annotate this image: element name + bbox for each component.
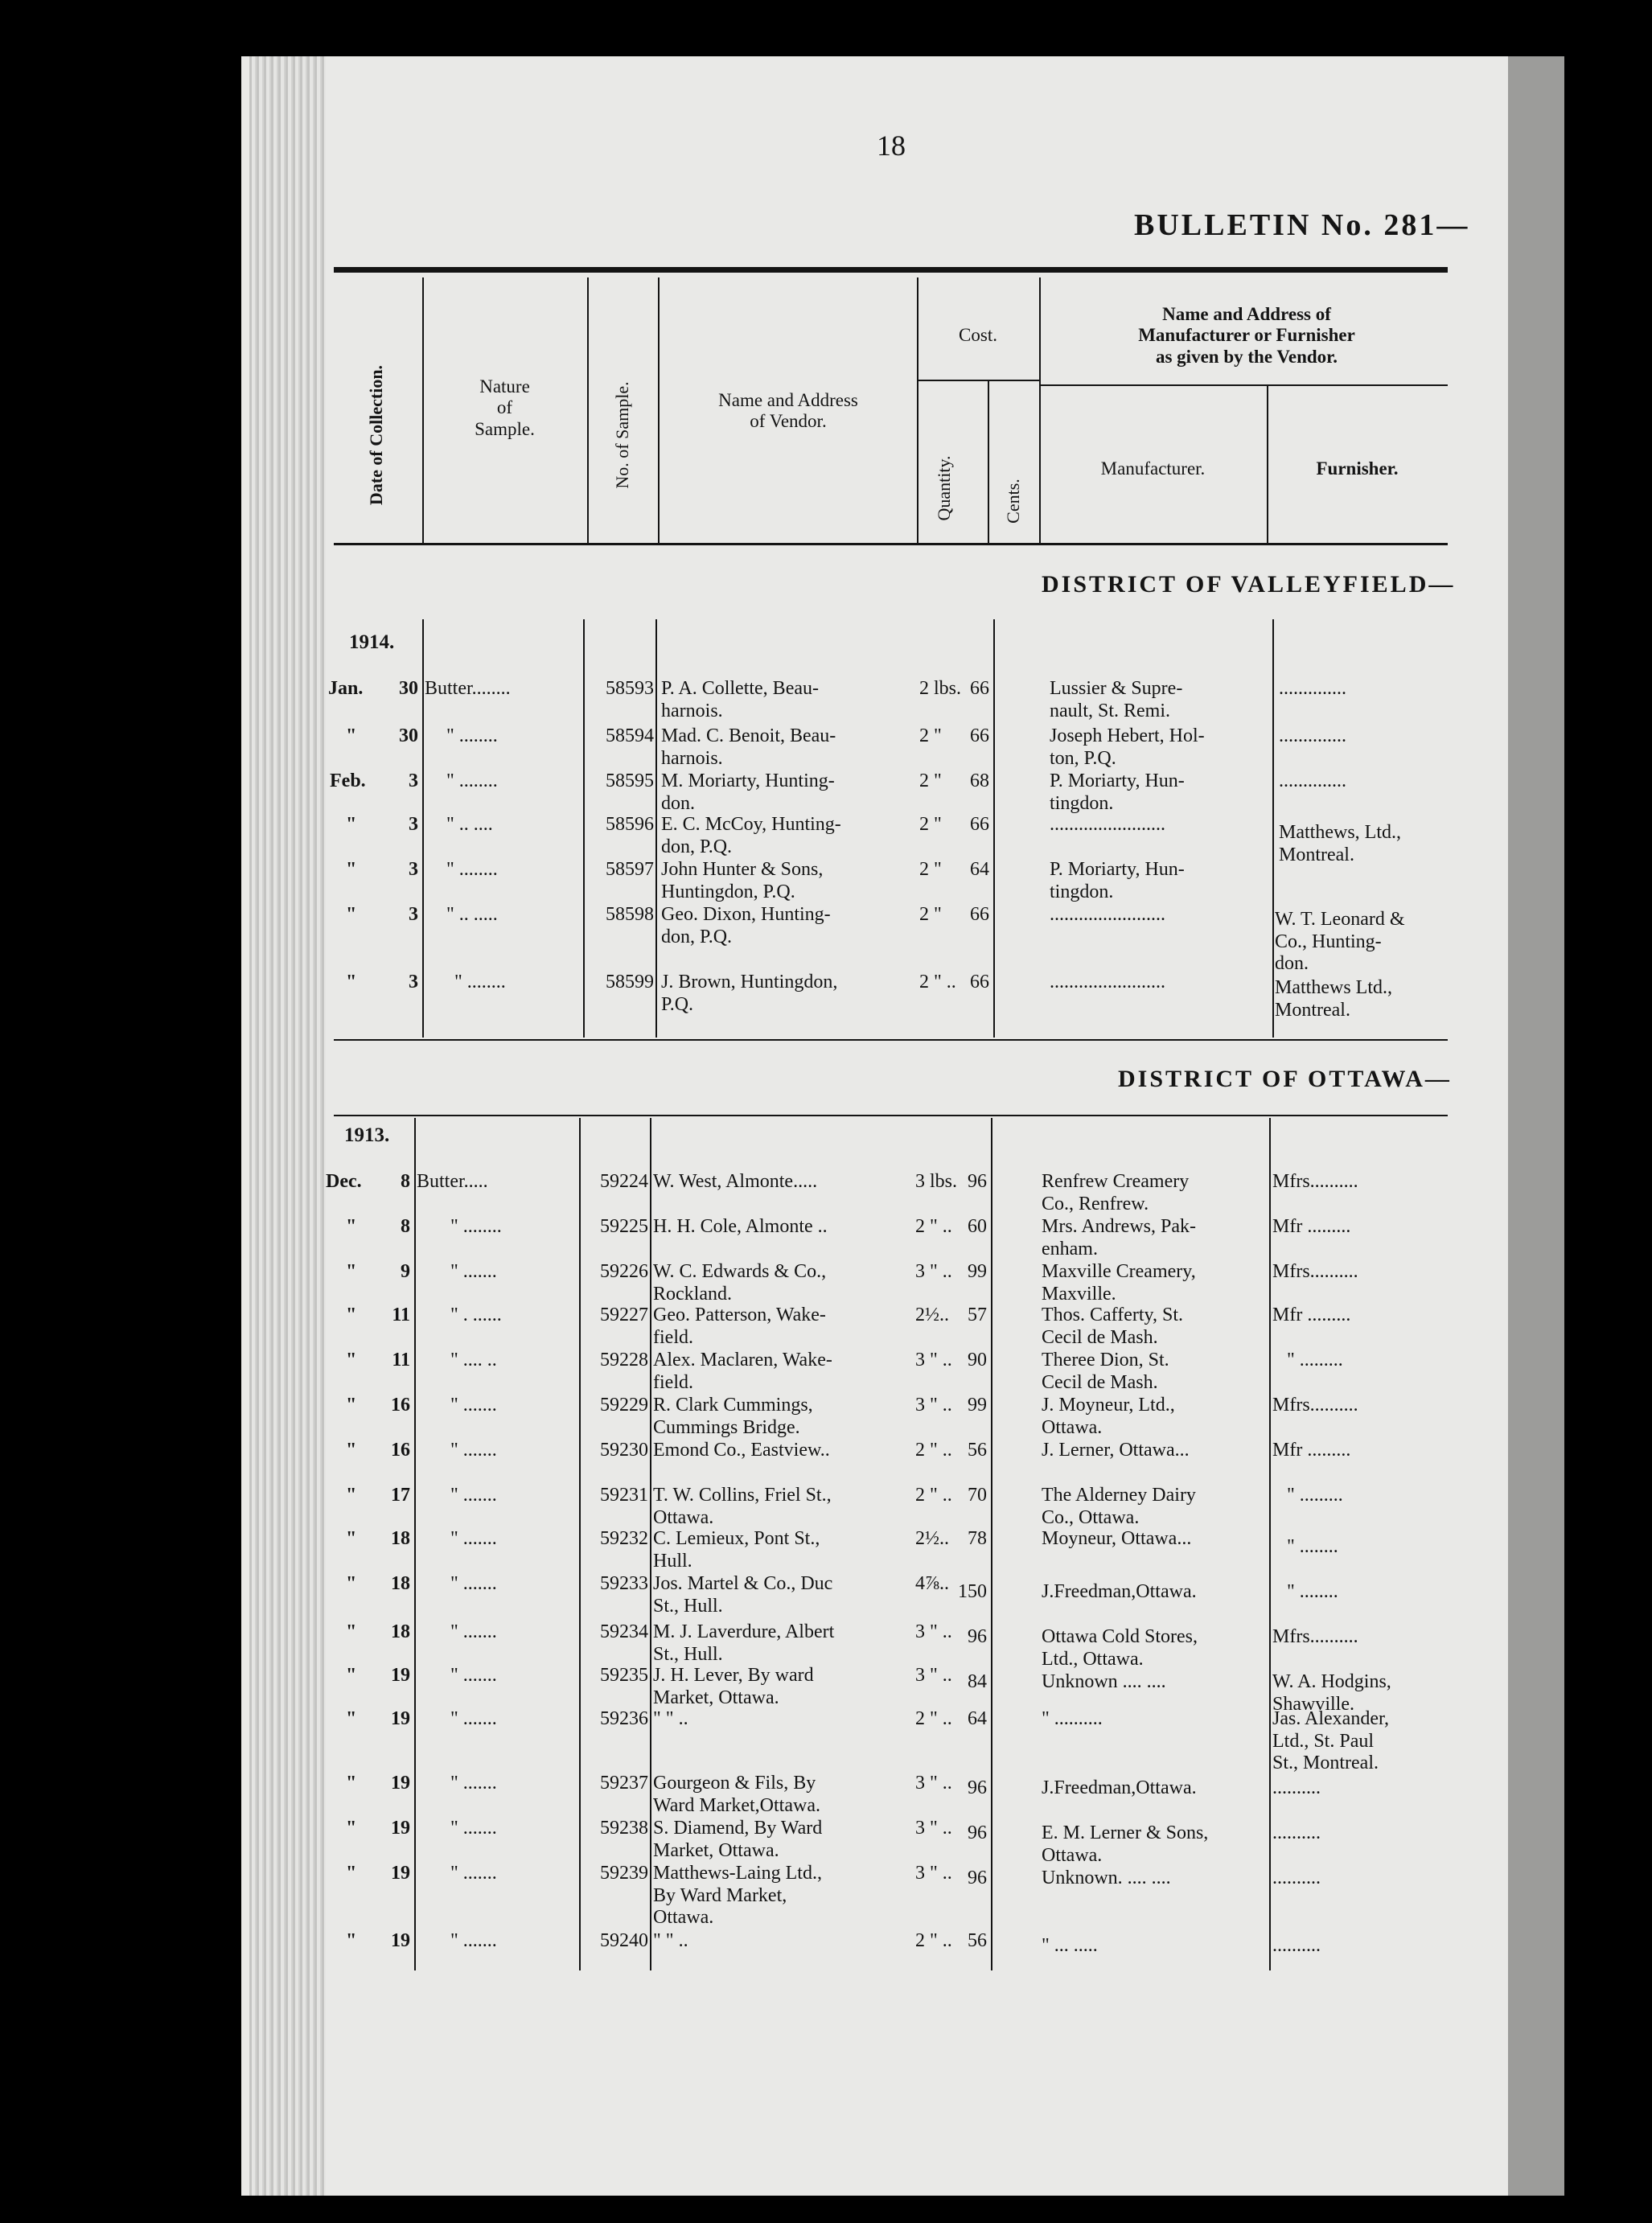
cell-day: 19 [391, 1665, 410, 1686]
cell-quantity: 2 " [919, 770, 942, 791]
cell-cents: 56 [968, 1930, 987, 1951]
cell-manufacturer: J.Freedman,Ottawa. [1042, 1777, 1197, 1798]
cell-furnisher: .............. [1279, 770, 1346, 791]
cell-month: " [346, 1708, 357, 1729]
cell-day: 11 [392, 1350, 410, 1370]
cell-vendor: W. C. Edwards & Co., Rockland. [653, 1261, 827, 1305]
cell-quantity: 3 " .. [915, 1261, 952, 1282]
cell-month: " [346, 1528, 357, 1549]
cell-furnisher: Mfr ......... [1272, 1305, 1351, 1325]
column-divider [655, 619, 657, 1038]
cell-nature: " ....... [450, 1261, 497, 1282]
cell-vendor: Geo. Dixon, Hunting- don, P.Q. [661, 904, 831, 947]
cell-manufacturer: Lussier & Supre- nault, St. Remi. [1050, 678, 1183, 721]
cell-furnisher: Matthews Ltd., Montreal. [1275, 977, 1392, 1021]
table-top-rule [334, 267, 1448, 273]
cell-vendor: John Hunter & Sons, Huntingdon, P.Q. [661, 859, 824, 902]
cell-month: Dec. [326, 1171, 362, 1192]
cell-nature: " ....... [450, 1395, 497, 1416]
column-divider [993, 619, 995, 1038]
cell-quantity: 2 " .. [915, 1485, 952, 1506]
cell-vendor: M. Moriarty, Hunting- don. [661, 770, 835, 814]
cell-sample-no: 59224 [600, 1171, 648, 1192]
cell-nature: " ....... [450, 1665, 497, 1686]
cell-quantity: 2 " .. [915, 1440, 952, 1461]
column-divider [658, 277, 660, 543]
header-furnisher: Furnisher. [1316, 458, 1399, 479]
cell-manufacturer: J. Lerner, Ottawa... [1042, 1440, 1190, 1461]
cell-day: 19 [391, 1708, 410, 1729]
cell-manufacturer: Mrs. Andrews, Pak- enham. [1042, 1216, 1196, 1259]
cell-month: " [346, 1818, 357, 1839]
cell-furnisher: " ........ [1287, 1581, 1338, 1602]
cell-month: " [346, 1485, 357, 1506]
header-vendor: Name and Address of Vendor. [718, 390, 858, 432]
cell-nature: " ....... [450, 1863, 497, 1884]
cell-day: 17 [391, 1485, 410, 1506]
cell-month: " [346, 725, 357, 746]
cell-month: " [346, 1261, 357, 1282]
cell-sample-no: 59225 [600, 1216, 648, 1237]
column-divider [1039, 277, 1041, 543]
cell-furnisher: .......... [1272, 1868, 1321, 1888]
cell-month: " [346, 1216, 357, 1237]
cell-vendor: S. Diamend, By Ward Market, Ottawa. [653, 1818, 823, 1861]
cell-quantity: 3 " .. [915, 1395, 952, 1416]
page-number: 18 [877, 129, 906, 162]
cell-manufacturer: " ... ..... [1042, 1935, 1098, 1956]
cell-manufacturer: Joseph Hebert, Hol- ton, P.Q. [1050, 725, 1205, 769]
cell-nature: " ....... [450, 1773, 497, 1794]
header-cost: Cost. [959, 325, 997, 345]
cell-manufacturer: Maxville Creamery, Maxville. [1042, 1261, 1196, 1305]
cell-nature: " ....... [450, 1528, 497, 1549]
cell-sample-no: 58597 [606, 859, 654, 880]
cell-quantity: 2 " [919, 859, 942, 880]
cell-vendor: C. Lemieux, Pont St., Hull. [653, 1528, 820, 1572]
cell-vendor: E. C. McCoy, Hunting- don, P.Q. [661, 814, 841, 857]
cell-sample-no: 59236 [600, 1708, 648, 1729]
page-right-shadow [1508, 56, 1564, 2196]
cell-nature: " ........ [450, 1216, 502, 1237]
cell-manufacturer: ........................ [1050, 904, 1165, 925]
cell-nature: " .. .... [446, 814, 493, 835]
cell-furnisher: .............. [1279, 678, 1346, 699]
cell-quantity: 3 " .. [915, 1818, 952, 1839]
cell-month: " [346, 1395, 357, 1416]
cell-day: 19 [391, 1818, 410, 1839]
cell-day: 8 [401, 1216, 410, 1237]
column-divider [422, 277, 424, 543]
cell-manufacturer: " .......... [1042, 1708, 1103, 1729]
cell-cents: 150 [958, 1581, 987, 1602]
cell-manufacturer: J.Freedman,Ottawa. [1042, 1581, 1197, 1602]
cell-nature: " .. ..... [446, 904, 498, 925]
cell-vendor: Geo. Patterson, Wake- field. [653, 1305, 826, 1348]
cell-manufacturer: E. M. Lerner & Sons, Ottawa. [1042, 1822, 1209, 1866]
cell-nature: Butter........ [425, 678, 511, 699]
cell-quantity: 3 " .. [915, 1665, 952, 1686]
cell-vendor: Gourgeon & Fils, By Ward Market,Ottawa. [653, 1773, 820, 1816]
cell-vendor: T. W. Collins, Friel St., Ottawa. [653, 1485, 832, 1528]
year-label: 1913. [344, 1124, 390, 1146]
cell-furnisher: Mfrs.......... [1272, 1171, 1358, 1192]
cell-day: 30 [399, 678, 418, 699]
cell-cents: 66 [970, 678, 989, 699]
cell-manufacturer: ........................ [1050, 814, 1165, 835]
cell-cents: 96 [968, 1626, 987, 1647]
cell-quantity: 2½.. [915, 1528, 949, 1549]
cell-manufacturer: P. Moriarty, Hun- tingdon. [1050, 859, 1185, 902]
cell-day: 19 [391, 1930, 410, 1951]
cell-day: 11 [392, 1305, 410, 1325]
cell-nature: " ....... [450, 1573, 497, 1594]
cell-manufacturer: Ottawa Cold Stores, Ltd., Ottawa. [1042, 1626, 1198, 1670]
cell-sample-no: 59227 [600, 1305, 648, 1325]
cell-sample-no: 59240 [600, 1930, 648, 1951]
section-divider-rule-2 [334, 1115, 1448, 1116]
cell-nature: " ........ [446, 725, 498, 746]
cell-month: " [346, 814, 357, 835]
cell-vendor: W. West, Almonte..... [653, 1171, 818, 1192]
cell-furnisher: Mfrs.......... [1272, 1261, 1358, 1282]
cell-cents: 96 [968, 1822, 987, 1843]
cell-day: 3 [409, 904, 418, 925]
header-date: Date of Collection. [366, 364, 386, 506]
cell-manufacturer: J. Moyneur, Ltd., Ottawa. [1042, 1395, 1175, 1438]
cell-furnisher: .......... [1272, 1822, 1321, 1843]
cell-cents: 99 [968, 1395, 987, 1416]
cell-nature: " ....... [450, 1440, 497, 1461]
cell-day: 9 [401, 1261, 410, 1282]
cell-day: 19 [391, 1773, 410, 1794]
cell-month: Feb. [330, 770, 366, 791]
cell-furnisher: Mfr ......... [1272, 1440, 1351, 1461]
cell-manufacturer: Renfrew Creamery Co., Renfrew. [1042, 1171, 1190, 1214]
cell-day: 16 [391, 1440, 410, 1461]
cell-furnisher: .......... [1272, 1935, 1321, 1956]
header-cents: Cents. [1003, 479, 1023, 524]
cell-cents: 96 [968, 1777, 987, 1798]
cell-quantity: 2 " .. [915, 1930, 952, 1951]
cell-sample-no: 59233 [600, 1573, 648, 1594]
column-divider [1272, 619, 1274, 1038]
cell-quantity: 3 " .. [915, 1863, 952, 1884]
cell-cents: 66 [970, 725, 989, 746]
cell-vendor: " " .. [653, 1708, 688, 1729]
cell-nature: " ....... [450, 1930, 497, 1951]
cell-manufacturer: Unknown. .... .... [1042, 1868, 1171, 1888]
cell-quantity: 3 " .. [915, 1621, 952, 1642]
cell-furnisher: " ........ [1287, 1536, 1338, 1557]
manufacturer-header-rule [1039, 384, 1448, 386]
cell-nature: " ....... [450, 1485, 497, 1506]
cell-day: 18 [391, 1621, 410, 1642]
cell-cents: 66 [970, 972, 989, 992]
cell-cents: 84 [968, 1671, 987, 1692]
cell-day: 18 [391, 1528, 410, 1549]
cell-cents: 96 [968, 1868, 987, 1888]
cell-cents: 96 [968, 1171, 987, 1192]
cell-day: 30 [399, 725, 418, 746]
header-sample-no: No. of Sample. [612, 381, 632, 489]
cell-quantity: 3 lbs. [915, 1171, 958, 1192]
cell-manufacturer: P. Moriarty, Hun- tingdon. [1050, 770, 1185, 814]
cell-manufacturer: Theree Dion, St. Cecil de Mash. [1042, 1350, 1169, 1393]
cell-quantity: 2 " .. [915, 1708, 952, 1729]
cell-sample-no: 58599 [606, 972, 654, 992]
column-divider [583, 619, 585, 1038]
cell-sample-no: 59228 [600, 1350, 648, 1370]
cell-vendor: R. Clark Cummings, Cummings Bridge. [653, 1395, 813, 1438]
cell-vendor: Emond Co., Eastview.. [653, 1440, 830, 1461]
cell-nature: " ....... [450, 1708, 497, 1729]
cell-sample-no: 58595 [606, 770, 654, 791]
cell-manufacturer: Unknown .... .... [1042, 1671, 1166, 1692]
cell-sample-no: 59232 [600, 1528, 648, 1549]
cell-nature: " . ...... [450, 1305, 502, 1325]
cell-cents: 60 [968, 1216, 987, 1237]
cell-sample-no: 59237 [600, 1773, 648, 1794]
cell-furnisher: W. A. Hodgins, Shawville. [1272, 1671, 1391, 1715]
cell-cents: 66 [970, 904, 989, 925]
cell-sample-no: 58594 [606, 725, 654, 746]
column-divider [422, 619, 424, 1038]
cell-sample-no: 58593 [606, 678, 654, 699]
cell-cents: 90 [968, 1350, 987, 1370]
cell-month: " [346, 1863, 357, 1884]
cell-month: " [346, 1773, 357, 1794]
cell-furnisher: " ......... [1287, 1350, 1343, 1370]
cell-vendor: M. J. Laverdure, Albert St., Hull. [653, 1621, 835, 1665]
cell-vendor: Mad. C. Benoit, Beau- harnois. [661, 725, 836, 769]
cell-quantity: 2 " [919, 725, 942, 746]
cell-quantity: 3 " .. [915, 1350, 952, 1370]
cell-quantity: 2 " [919, 814, 942, 835]
column-divider [988, 381, 989, 543]
cell-quantity: 2 " .. [919, 972, 956, 992]
district-heading: DISTRICT OF OTTAWA— [1118, 1066, 1452, 1092]
cell-day: 18 [391, 1573, 410, 1594]
cell-furnisher: W. T. Leonard & Co., Hunting- don. [1275, 909, 1405, 975]
cell-month: " [346, 859, 357, 880]
column-divider [1269, 1118, 1271, 1970]
cell-furnisher: .............. [1279, 725, 1346, 746]
header-manufacturer-group: Name and Address of Manufacturer or Furnisher as given by the Vendor. [1138, 304, 1355, 367]
cell-nature: " ....... [450, 1621, 497, 1642]
cell-sample-no: 59234 [600, 1621, 648, 1642]
cell-cents: 64 [968, 1708, 987, 1729]
cell-cents: 64 [970, 859, 989, 880]
cell-day: 16 [391, 1395, 410, 1416]
header-quantity: Quantity. [934, 455, 954, 521]
cell-quantity: 2½.. [915, 1305, 949, 1325]
cell-month: " [346, 904, 357, 925]
cell-sample-no: 59229 [600, 1395, 648, 1416]
header-bottom-rule [334, 543, 1448, 545]
cell-day: 3 [409, 972, 418, 992]
district-heading: DISTRICT OF VALLEYFIELD— [1042, 571, 1456, 598]
cell-day: 3 [409, 814, 418, 835]
cell-vendor: P. A. Collette, Beau- harnois. [661, 678, 819, 721]
cell-cents: 70 [968, 1485, 987, 1506]
column-divider [917, 277, 918, 543]
column-divider [650, 1118, 651, 1970]
cell-nature: " .... .. [450, 1350, 497, 1370]
cell-cents: 66 [970, 814, 989, 835]
cell-vendor: Matthews-Laing Ltd., By Ward Market, Ottawa. [653, 1863, 822, 1929]
cell-furnisher: " ......... [1287, 1485, 1343, 1506]
cell-nature: " ........ [454, 972, 506, 992]
cell-sample-no: 59230 [600, 1440, 648, 1461]
cell-sample-no: 58596 [606, 814, 654, 835]
cell-cents: 99 [968, 1261, 987, 1282]
cell-vendor: J. H. Lever, By ward Market, Ottawa. [653, 1665, 814, 1708]
cell-nature: " ........ [446, 859, 498, 880]
cell-month: Jan. [328, 678, 364, 699]
cell-vendor: Alex. Maclaren, Wake- field. [653, 1350, 832, 1393]
cell-quantity: 4⅞.. [915, 1573, 949, 1594]
cell-vendor: H. H. Cole, Almonte .. [653, 1216, 828, 1237]
cell-furnisher: .......... [1272, 1777, 1321, 1798]
cell-cents: 78 [968, 1528, 987, 1549]
cell-nature: " ....... [450, 1818, 497, 1839]
year-label: 1914. [349, 631, 395, 653]
cell-furnisher: Matthews, Ltd., Montreal. [1279, 822, 1401, 865]
cell-manufacturer: Thos. Cafferty, St. Cecil de Mash. [1042, 1305, 1183, 1348]
cell-cents: 68 [970, 770, 989, 791]
cell-manufacturer: The Alderney Dairy Co., Ottawa. [1042, 1485, 1196, 1528]
cell-nature: Butter..... [417, 1171, 488, 1192]
cell-cents: 57 [968, 1305, 987, 1325]
cell-sample-no: 59239 [600, 1863, 648, 1884]
cell-quantity: 3 " .. [915, 1773, 952, 1794]
cell-month: " [346, 972, 357, 992]
cell-manufacturer: ........................ [1050, 972, 1165, 992]
cell-sample-no: 59226 [600, 1261, 648, 1282]
cell-day: 3 [409, 859, 418, 880]
cell-day: 3 [409, 770, 418, 791]
cost-header-rule [917, 380, 1039, 381]
header-manufacturer: Manufacturer. [1100, 458, 1206, 479]
cell-nature: " ........ [446, 770, 498, 791]
cell-vendor: " " .. [653, 1930, 688, 1951]
cell-month: " [346, 1621, 357, 1642]
cell-furnisher: Mfr ......... [1272, 1216, 1351, 1237]
bulletin-title: BULLETIN No. 281— [1134, 208, 1470, 242]
cell-month: " [346, 1350, 357, 1370]
cell-quantity: 2 lbs. [919, 678, 962, 699]
cell-cents: 56 [968, 1440, 987, 1461]
cell-month: " [346, 1930, 357, 1951]
cell-furnisher: Mfrs.......... [1272, 1626, 1358, 1647]
cell-month: " [346, 1440, 357, 1461]
cell-day: 19 [391, 1863, 410, 1884]
column-divider [587, 277, 589, 543]
cell-quantity: 2 " .. [915, 1216, 952, 1237]
cell-month: " [346, 1305, 357, 1325]
cell-manufacturer: Moyneur, Ottawa... [1042, 1528, 1192, 1549]
cell-sample-no: 59231 [600, 1485, 648, 1506]
cell-furnisher: Mfrs.......... [1272, 1395, 1358, 1416]
cell-vendor: J. Brown, Huntingdon, P.Q. [661, 972, 838, 1015]
section-divider-rule [334, 1039, 1448, 1041]
cell-vendor: Jos. Martel & Co., Duc St., Hull. [653, 1573, 833, 1617]
cell-quantity: 2 " [919, 904, 942, 925]
cell-sample-no: 59238 [600, 1818, 648, 1839]
cell-sample-no: 58598 [606, 904, 654, 925]
cell-day: 8 [401, 1171, 410, 1192]
cell-sample-no: 59235 [600, 1665, 648, 1686]
page-binding-edge [249, 56, 326, 2196]
cell-furnisher: Jas. Alexander, Ltd., St. Paul St., Montreal. [1272, 1708, 1389, 1774]
column-divider [991, 1118, 992, 1970]
header-nature: Nature of Sample. [475, 376, 535, 439]
cell-month: " [346, 1573, 357, 1594]
cell-month: " [346, 1665, 357, 1686]
column-divider [414, 1118, 416, 1970]
